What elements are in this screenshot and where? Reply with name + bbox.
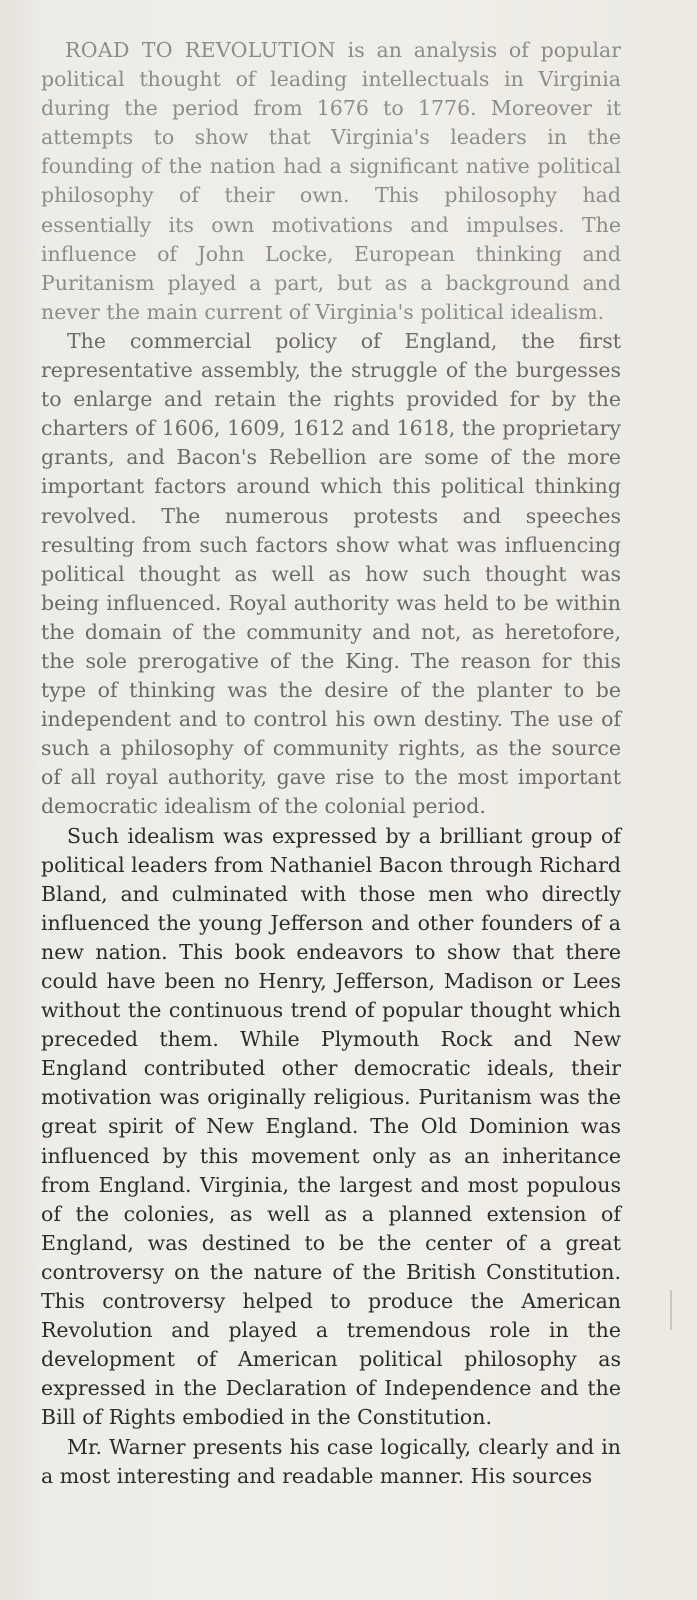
paragraph-4: Mr. Warner presents his case logically, clearly and in a most interesting and readable manner. His sources (41, 1434, 621, 1488)
paragraph-2: The commercial policy of England, the first representative assembly, the struggle of the burgesses to enlarge and retain the rights provided for by the charters of 1606, 1609, 1612 and 1618, the proprietary grants, and Bacon's Rebellion are some of the more important factors around which this political thinking revolved. The numerous protests and speeches resulting from such factors show what was influencing political thought as well as how such thought was being influenced. Royal authority was held to be within the domain of the community and not, as heretofore, the sole prerogative of the King. The reason for this type of thinking was the desire of the planter to be independent and to control his own destiny. The use of such a philosophy of community rights, as the source of all royal authority, gave rise to the most important democratic idealism of the colonial period. (41, 328, 621, 819)
page-fold-mark (670, 1290, 672, 1330)
paragraph-3: Such idealism was expressed by a brilliant group of political leaders from Nathaniel Bacon through Richard Bland, and culminated with those men who directly influenced the young Jefferson and other founders of a new nation. This book endeavors to show that there could have been no Henry, Jefferson, Madison or Lees without the continuous trend of popular thought which preceded them. While Plymouth Rock and New England contributed other democratic ideals, their motivation was originally religious. Puritanism was the great spirit of New England. The Old Dominion was influenced by this movement only as an inheritance from England. Virginia, the largest and most populous of the colonies, as well as a planned extension of England, was destined to be the center of a great controversy on the nature of the British Constitution. This controversy helped to produce the American Revolution and played a tremendous role in the development of American political philosophy as expressed in the Declaration of Independence and the Bill of Rights embodied in the Constitution. (41, 823, 621, 1430)
paragraph-1-text: is an analysis of popular political thought of leading intellectuals in Virginia during the period from 1676 to 1776. Moreover it attempts to show that Virginia's leaders in the founding of the nation had a significant native political philosophy of their own. This philosophy had essentially its own motivations and impulses. The influence of John Locke, European thinking and Puritanism played a part, but as a background and never the main current of Virginia's political idealism. (41, 38, 621, 324)
jacket-copy (41, 36, 621, 1491)
book-title-lead: ROAD TO REVOLUTION (65, 38, 336, 62)
paragraph-1 (41, 36, 621, 327)
